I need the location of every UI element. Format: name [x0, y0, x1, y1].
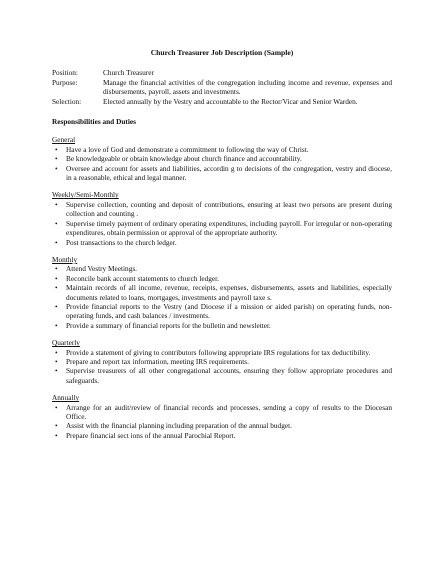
group-heading: Quarterly [52, 338, 80, 348]
list-item-text: Provide financial reports to the Vestry (and Diocese if a mission or aided parish) on operating funds, non-operating funds, and cash balances / investments. [66, 301, 392, 321]
bullet-icon: • [55, 199, 58, 209]
list-item [52, 238, 392, 247]
duty-group-general [52, 135, 392, 182]
document-page [52, 48, 392, 448]
field-value: Manage the financial activities of the congregation including income and revenue, expenses and disbursements, payroll, assets and investments. [103, 77, 392, 97]
list-item-text: Supervise collection, counting and deposit of contributions, ensuring at least two persons are present during collection and counting . [66, 199, 392, 219]
list-item-text: Be knowledgeable or obtain knowledge about church finance and accountability. [66, 154, 302, 164]
duty-group-monthly [52, 255, 392, 330]
list-item-text: Have a love of God and demonstrate a commitment to following the way of Christ. [66, 144, 309, 154]
bullet-icon: • [55, 320, 58, 330]
field-value: Church Treasurer [103, 68, 154, 78]
group-heading: Weekly/Semi-Monthly [52, 190, 119, 200]
list-item [52, 321, 392, 330]
list-item-text: Assist with the financial planning including preparation of the annual budget. [66, 421, 292, 431]
group-heading: Monthly [52, 254, 78, 264]
list-item-text: Attend Vestry Meetings. [66, 264, 138, 274]
field-value: Elected annually by the Vestry and accountable to the Rector/Vicar and Senior Warden. [103, 96, 358, 106]
duty-list [52, 264, 392, 330]
field-selection [52, 97, 392, 106]
field-label: Position: [52, 68, 78, 78]
bullet-icon: • [55, 347, 58, 357]
list-item-text: Maintain records of all income, revenue, receipts, expenses, disbursements, assets and liabilities, especially documents related to loans, mortgages, investments and payroll taxe s. [66, 283, 392, 302]
list-item [52, 283, 392, 302]
list-item [52, 421, 392, 430]
duty-list [52, 348, 392, 386]
duty-list [52, 403, 392, 441]
bullet-icon: • [55, 356, 58, 366]
group-heading: General [52, 135, 76, 145]
list-item-text: Post transactions to the church ledger. [66, 237, 177, 247]
document-title: Church Treasurer Job Description (Sample) [150, 48, 294, 57]
bullet-icon: • [55, 218, 58, 228]
list-item-text: Supervise timely payment of ordinary operating expenditures, including payroll. For irregular or non-operating expenditures, obtain permission or approval of the appropriate authority. [66, 218, 392, 238]
list-item [52, 274, 392, 283]
duty-group-quarterly [52, 338, 392, 385]
list-item [52, 403, 392, 422]
list-item-text: Prepare and report tax information, meeting IRS requirements. [66, 356, 249, 366]
duty-group-annually [52, 393, 392, 440]
list-item [52, 431, 392, 440]
list-item-text: Oversee and account for assets and liabilities, accordin g to decisions of the congregation, vestry and diocese, in a reasonable, ethical and legal manner. [66, 163, 392, 183]
bullet-icon: • [55, 402, 58, 412]
duty-list [52, 145, 392, 183]
list-item-text: Provide a summary of financial reports for the bulletin and newsletter. [66, 320, 271, 330]
list-item-text: Prepare financial sect ions of the annual Parochial Report. [66, 430, 236, 440]
duty-group-weekly [52, 190, 392, 246]
list-item-text: Provide a statement of giving to contributors following appropriate IRS regulations for tax deductibility. [66, 347, 371, 357]
bullet-icon: • [55, 283, 58, 293]
bullet-icon: • [55, 144, 58, 154]
bullet-icon: • [55, 264, 58, 274]
list-item [52, 164, 392, 183]
group-heading: Annually [52, 393, 80, 403]
bullet-icon: • [55, 421, 58, 431]
list-item [52, 200, 392, 219]
list-item [52, 154, 392, 163]
bullet-icon: • [55, 273, 58, 283]
bullet-icon: • [55, 154, 58, 164]
bullet-icon: • [55, 301, 58, 311]
field-purpose [52, 78, 392, 97]
field-label: Selection: [52, 96, 82, 106]
bullet-icon: • [55, 237, 58, 247]
list-item [52, 348, 392, 357]
field-position [52, 68, 392, 77]
bullet-icon: • [55, 430, 58, 440]
list-item [52, 219, 392, 238]
duty-list [52, 200, 392, 247]
job-summary-fields [52, 68, 392, 106]
list-item [52, 264, 392, 273]
bullet-icon: • [55, 163, 58, 173]
list-item-text: Reconcile bank account statements to church ledger. [66, 273, 219, 283]
field-label: Purpose: [52, 77, 78, 87]
section-heading-responsibilities: Responsibilities and Duties [52, 117, 136, 127]
list-item [52, 366, 392, 385]
list-item [52, 145, 392, 154]
list-item [52, 302, 392, 321]
list-item-text: Supervise treasurers of all other congregational accounts, ensuring they follow appropriate procedures and safeguards. [66, 366, 392, 385]
bullet-icon: • [55, 366, 58, 376]
list-item-text: Arrange for an audit/review of financial records and processes, sending a copy of results to the Diocesan Office. [66, 402, 392, 421]
list-item [52, 357, 392, 366]
